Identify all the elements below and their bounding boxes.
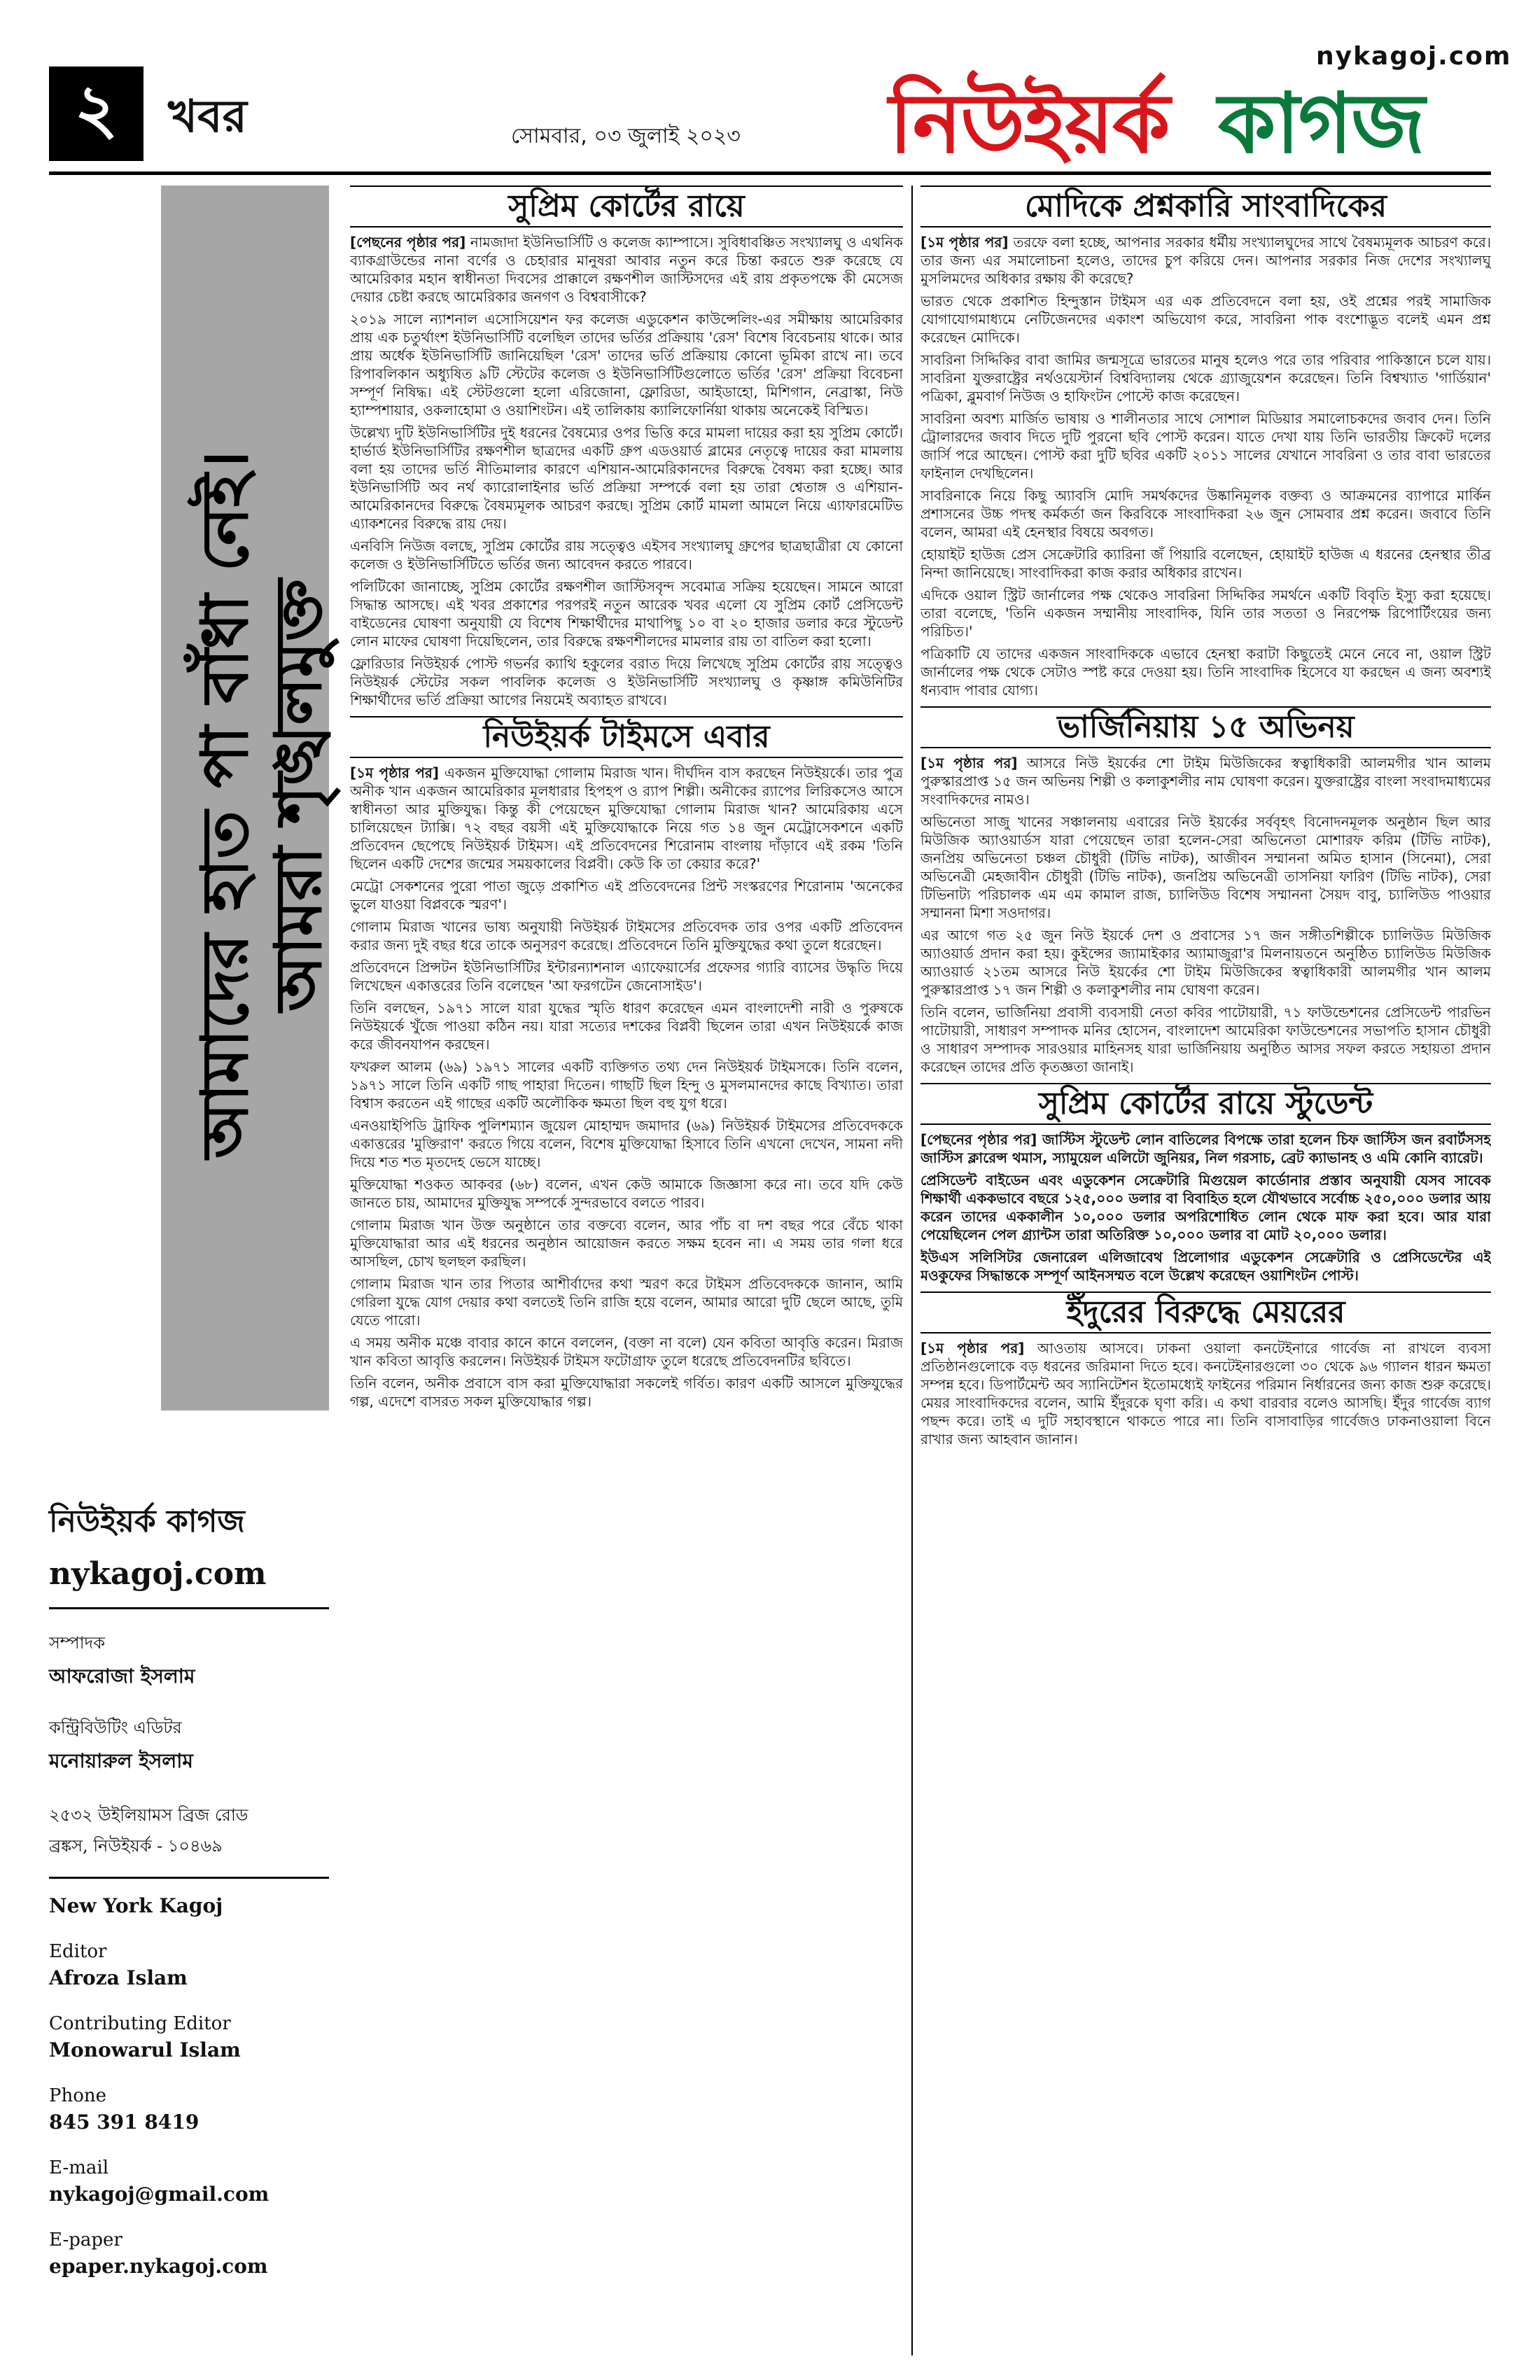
article-5-p1: জাস্টিস স্টুডেন্ট লোন বাতিলের বিপক্ষে তারা হলেন চিফ জাস্টিস জন রবার্টসসহ জাস্টিস ক্লারেন্স থমাস, স্যামুয়েল এলিটো জুনিয়র, নিল গরসাচ, ব্রেট ক্যাভানহ ও এমি কোনি ব্যারেট। xyxy=(920,1131,1491,1166)
article-3-p7: এদিকে ওয়াল স্ট্রিট জার্নালের পক্ষ থেকেও সাবরিনা সিদ্দিকির সমর্থনে একটি বিবৃতি ইস্যু করা হয়েছে। তারা বলেছে, 'তিনি একজন সম্মানীয় সাংবাদিক, যিনি তার সততা ও নিরপেক্ষ রিপোর্টিংয়ের জন্য পরিচিত।' xyxy=(920,587,1491,640)
header-rule xyxy=(49,172,1491,175)
article-1-p4: এনবিসি নিউজ বলছে, সুপ্রিম কোর্টের রায় সত্ত্বেও এইসব সংখ্যালঘু গ্রুপের ছাত্রছাত্রীরা যে কোনো কলেজ ও ইউনিভার্সিটিতে ভর্তির জন্য আবেদন করতে পারবে। xyxy=(350,538,903,573)
imprint-divider xyxy=(49,1607,329,1609)
article-1-p6: ফ্লোরিডার নিউইয়র্ক পোস্ট গভর্নর ক্যাথি হকুলের বরাত দিয়ে লিখেছে সুপ্রিম কোর্টের রায় সত্ত্বেও নিউইয়র্ক স্টেটের সকল পাবলিক কলেজ ও ইউনিভার্সিটি সংখ্যালঘু ও কৃষ্ণাঙ্গ কমিউনিটির শিক্ষার্থীদের ভর্তি প্রক্রিয়া আগের নিয়মেই অব্যাহত রাখবে। xyxy=(350,655,903,708)
article-2-lead: [১ম পৃষ্ঠার পর] xyxy=(350,764,439,781)
article-2-p8: মুক্তিযোদ্ধা শওকত আকবর (৬৮) বলেন, এখন কেউ আমাকে জিজ্ঞাসা করে না। তবে যদি কেউ জানতে চায়, আমাদের মুক্তিযুদ্ধ সম্পর্কে সুন্দরভাবে বলতে পারব। xyxy=(350,1176,903,1211)
epaper-label: E-paper xyxy=(49,2230,122,2250)
article-5-lead: [পেছনের পৃষ্ঠার পর] xyxy=(920,1131,1037,1148)
email-label: E-mail xyxy=(49,2157,109,2178)
article-3-title: মোদিকে প্রশ্নকারি সাংবাদিকের xyxy=(1024,188,1387,224)
contrib-editor-label: কন্ট্রিবিউটিং এডিটর xyxy=(49,1718,182,1737)
article-4-p3: এর আগে গত ২৫ জুন নিউ ইয়র্কে দেশ ও প্রবাসের ১৭ জন সঙ্গীতশিল্পীকে চ্যালিউড মিউজিক অ্যাওয়ার্ড প্রদান করা হয়। কুইন্সের জ্যামাইকার অ্যামাজুরা'র মিলনায়তনে অনুষ্ঠিত চ্যালিউড মিউজিক অ্যাওয়ার্ড ২১তম আসরে নিউ ইয়র্কের শো টাইম মিউজিকের স্বত্বাধিকারী আলমগীর খান আলম পুরুস্কারপ্রাপ্ত ১৭ জন শিল্পী ও কলাকুশলীর নাম ঘোষণা করেন। xyxy=(920,927,1491,998)
en-editor-label: Editor xyxy=(49,1941,107,1962)
article-3-p4: সাবরিনা অবশ্য মার্জিত ভাষায় ও শালীনতার সাথে সোশাল মিডিয়ার সমালোচকদের জবাব দেন। তিনি ট্রোলারদের জবাব দিতে দুটি পুরনো ছবি পোস্ট করেন। যাতে দেখা যায় তিনি ভারতীয় ক্রিকেট দলের জার্সি পরে আছেন। পোস্ট করা দুটি ছবির একটি ২০১১ সালের যেখানে সাবরিনা ও তার বাবা ভারতের ফাইনাল দেখছিলেন। xyxy=(920,410,1491,482)
article-6-lead: [১ম পৃষ্ঠার পর] xyxy=(920,1340,1025,1357)
article-2-p9: গোলাম মিরাজ খান উক্ত অনুষ্ঠানে তার বক্তব্যে বলেন, আর পাঁচ বা দশ বছর পরে বেঁচে থাকা মুক্তিযোদ্ধারা আর এই ধরনের অনুষ্ঠান আয়োজন করতে সক্ষম হবেন না। এ সময় তার গলা ধরে আসছিল, চোখ ছলছল করছিল। xyxy=(350,1217,903,1270)
article-1-lead: [পেছনের পৃষ্ঠার পর] xyxy=(350,234,466,251)
article-3-p1: তরফে বলা হচ্ছে, আপনার সরকার ধর্মীয় সংখ্যালঘুদের সাথে বৈষম্যমূলক আচরণ করে। তার জন্য এর সমালোচনা হলেও, তাদের চুপ করিয়ে দেন। আপনার সরকার নিজ দেশের সংখ্যালঘু মুসলিমদের অধিকার রক্ষায় কী করেছে? xyxy=(920,234,1491,287)
article-2-p11: এ সময় অনীক মঞ্চে বাবার কানে কানে বললেন, (বক্তা না বলে) যেন কবিতা আবৃত্তি করেন। মিরাজ খান কবিতা আবৃত্তি করলেন। নিউইয়র্ক টাইমস ফটোগ্রাফ তুলে ধরেছে প্রতিবেদনটির ছবিতে। xyxy=(350,1334,903,1369)
article-1-body xyxy=(350,233,903,709)
article-4-p4: তিনি বলেন, ভার্জিনিয়া প্রবাসী ব্যবসায়ী নেতা কবির পাটোয়ারী, ৭১ ফাউন্ডেশনের প্রেসিডেন্ট পারভিন পাটোয়ারী, সাধারণ সম্পাদক মনির হোসেন, বাংলাদেশ আমেরিকা ফাউন্ডেশনের সভাপতি হাসান চৌধুরী ও সাধারণ সম্পাদক সারওয়ার মাহিনসহ যারা ভার্জিনিয়ায় অনুষ্ঠিত আসর সফল করতে সহায়তা প্রদান করেছেন তাদের প্রতি কৃতজ্ঞতা জানাই। xyxy=(920,1004,1491,1075)
article-3-p3: সাবরিনা সিদ্দিকির বাবা জামির জন্মসূত্রে ভারতের মানুষ হলেও পরে তার পরিবার পাকিস্তানে চলে যায়। সাবরিনা যুক্তরাষ্ট্রের নর্থওয়েস্টার্ন বিশ্ববিদ্যালয় থেকে গ্র্যাজুয়েশন করেছেন। তিনি বিশ্বখ্যাত 'গার্ডিয়ান' পত্রিকা, ব্লুমবার্গ নিউজ ও হাফিংটন পোস্টে কাজ করেছেন। xyxy=(920,351,1491,405)
address-line1: ২৫৩২ উইলিয়ামস ব্রিজ রোড xyxy=(49,1805,248,1825)
masthead-website[interactable]: nykagoj.com xyxy=(1316,42,1512,71)
article-rule xyxy=(920,226,1491,227)
en-contrib-name: Monowarul Islam xyxy=(49,2038,241,2062)
article-2-p4: প্রতিবেদনে প্রিন্সটন ইউনিভার্সিটির ইন্টারন্যাশনাল এ্যাফেয়ার্সের প্রফেসর গ্যারি ব্যাসের উদ্ধৃতি দিয়ে লিখেছেন একাত্তরের তিনি বলেছেন 'আ ফরগটেন জেনোসাইড'। xyxy=(350,959,903,994)
masthead-logo-part1: নিউইয়র্ক xyxy=(889,75,1169,172)
article-2-p12: তিনি বলেন, অনীক প্রবাসে বাস করা মুক্তিযোদ্ধারা সকলেই গর্বিত। কারণ একটি আসলে মুক্তিযুদ্ধের গল্প, এদেশে বাসরত সকল মুক্তিযোদ্ধার গল্প। xyxy=(350,1375,903,1410)
article-5-p3: ইউএস সলিসিটর জেনারেল এলিজাবেথ প্রিলোগার এডুকেশন সেক্রেটারি ও প্রেসিডেন্টের এই মওকুফের সিদ্ধান্তকে সম্পূর্ণ আইনসম্মত বলে উল্লেখ করেছেন ওয়াশিংটন পোস্ট। xyxy=(920,1249,1491,1284)
article-rule xyxy=(920,747,1491,748)
article-1-title: সুপ্রিম কোর্টের রায়ে xyxy=(508,188,745,224)
article-1-p3: উল্লেখ্য দুটি ইউনিভার্সিটির দুই ধরনের বৈষম্যের ওপর ভিত্তি করে মামলা দায়ের করা হয় সুপ্রিম কোর্টে। হার্ভার্ড ইউনিভার্সিটির রক্ষণশীল ছাত্রদের একটি গ্রুপ এডওয়ার্ড ব্লামের নেতৃত্বে দায়ের করা মামলায় বলা হয় তাদের ভর্তি নীতিমালার কারণে এশিয়ান-আমেরিকানদের বিরুদ্ধে বৈষম্য করা হচ্ছে। আর ইউনিভার্সিটি অব নর্থ ক্যারোলাইনার ভর্তি প্রক্রিয়া সম্পর্কে বলা হয় তারা শ্বেতাঙ্গ ও এশিয়ান-আমেরিকানদের বিরুদ্ধে বৈষম্যমূলক আচরণ করছে। সুপ্রিম কোর্ট মামলা আমলে নিয়ে এ্যাফারমেটিভ এ্যাকশনের বিরুদ্ধে রায় দেয়। xyxy=(350,424,903,532)
address-line2: ব্রঙ্কস, নিউইয়র্ক - ১০৪৬৯ xyxy=(49,1836,223,1856)
article-rule xyxy=(920,1124,1491,1125)
editor-label: সম্পাদক xyxy=(49,1633,106,1653)
imprint-paper-name: নিউইয়র্ক কাগজ xyxy=(49,1504,245,1539)
article-2-p10: গোলাম মিরাজ খান তার পিতার আশীর্বাদের কথা স্মরণ করে টাইমস প্রতিবেদককে জানান, আমি গেরিলা যুদ্ধে যোগ দেয়ার কথা বলতেই তিনি রাজি হয়ে বলেন, আমার আরো দুটি ছেলে আছে, তুমি যেতে পারো। xyxy=(350,1275,903,1329)
article-2-p7: এনওয়াইপিডি ট্রাফিক পুলিশম্যান জুয়েল মোহাম্মদ জমাদার (৬৯) নিউইয়র্ক টাইমসের প্রতিবেদককে একাত্তরের 'মুক্তিরাণ' করতে গিয়ে বলেন, বিশেষ মুক্তিযোদ্ধা হিসাবে তিনি এখনো দেখেন, সামনা নদী দিয়ে শত শত মৃতদেহ ভেসে যাচ্ছে। xyxy=(350,1117,903,1170)
dateline: সোমবার, ০৩ জুলাই ২০২৩ xyxy=(511,124,741,148)
article-4-p2: অভিনেতা সাজু খানের সঞ্চালনায় এবারের নিউ ইয়র্কের সর্ববৃহৎ বিনোদনমূলক অনুষ্ঠান ছিল আর মিউজিক অ্যাওয়ার্ডস যারা পেয়েছেন তারা হলেন-সেরা অভিনেতা মোশারফ করিম (টিভি নাটক), জনপ্রিয় অভিনেতা চঞ্চল চৌধুরী (টিভি নাটক), আজীবন সম্মাননা অমিত হাসান (সিনেমা), সেরা অভিনেত্রী মেহজাবীন চৌধুরী (টিভি নাটক), জনপ্রিয় অভিনেত্রী তাসনিয়া ফারিণ (টিভি নাটক), সেরা টিভিনাট্য পরিচালক এম এম কামাল রাজ, চ্যালিউড বিশেষ সম্মাননা সৈয়দ বাবু, চ্যালিউড পাওয়ার সম্মাননা মিশা সওদাগর। xyxy=(920,813,1491,921)
article-2-p5: তিনি বলছেন, ১৯৭১ সালে যারা যুদ্ধের স্মৃতি ধারণ করেছেন এমন বাংলাদেশী নারী ও পুরুষকে নিউইয়র্কে খুঁজে পাওয়া কঠিন নয়। যারা সত্যের দশকের বিপ্লবী ছিলেন তারা এখন নিউইয়র্কে কাজ করে জীবনযাপন করছেন। xyxy=(350,1000,903,1053)
page-number: ২ xyxy=(49,66,144,161)
center-column xyxy=(350,186,903,2356)
article-rule xyxy=(920,1332,1491,1334)
right-column xyxy=(920,186,1491,2356)
article-1-p1: নামজাদা ইউনিভার্সিটি ও কলেজ ক্যাম্পাসে। সুবিধাবঞ্চিত সংখ্যালঘু ও এথনিক ব্যাকগ্রাউন্ডের নানা বর্ণের ও চেহারার মানুষরা আবার নতুন করে চিন্তা করতে শুরু করেছে যে আমেরিকার মহান স্বাধীনতা দিবসের প্রাক্কালে রক্ষণশীল জাস্টিসদের এই রায় প্রকৃতপক্ষে কী মেসেজ দেয়ার চেষ্টা করছে আমেরিকার জনগণ ও বিশ্ববাসীকে? xyxy=(350,234,903,305)
article-4-lead: [১ম পৃষ্ঠার পর] xyxy=(920,755,1018,771)
article-4-body xyxy=(920,754,1491,1076)
article-2-title: নিউইয়র্ক টাইমসে এবার xyxy=(483,719,770,755)
imprint-url[interactable]: nykagoj.com xyxy=(49,1556,267,1592)
article-1-p5: পলিটিকো জানাচ্ছে, সুপ্রিম কোর্টের রক্ষণশীল জাস্টিসবৃন্দ সবেমাত্র সক্রিয় হয়েছেন। সামনে আরো সিদ্ধান্ত আসছে। এই খবর প্রকাশের পরপরই নতুন আরেক খবর এলো যে সুপ্রিম কোর্ট প্রেসিডেন্ট বাইডেনের ঘোষণা অনুযায়ী যে বিশেষ শিক্ষার্থীদের মাথাপিছু ১০ বা ২০ হাজার ডলার করে স্টুডেন্ট লোন মাফের ঘোষণা দিয়েছিলেন, তার বিরুদ্ধে রক্ষণশীলদের মামলার রায় তা বাতিল করা হলো। xyxy=(350,578,903,650)
article-5-p2: প্রেসিডেন্ট বাইডেন এবং এডুকেশন সেক্রেটারি মিগুয়েল কার্ডোনার প্রস্তাব অনুযায়ী যেসব সাবেক শিক্ষার্থী এককভাবে বছরে ১২৫,০০০ ডলার বা বিবাহিত হলে যৌথভাবে সর্বোচ্চ ২৫০,০০০ ডলার আয় করেন তাদের এককালীন ১০,০০০ ডলার অপরিশোধিত লোন থেকে মাফ করা হবে। আর যারা পেয়েছিলেন পেল গ্র্যান্টস তারা অতিরিক্ত ১০,০০০ ডলার বা মোট ২০,০০০ ডলার। xyxy=(920,1172,1491,1243)
phone-number: 845 391 8419 xyxy=(49,2110,200,2134)
article-3-p8: পত্রিকাটি যে তাদের একজন সাংবাদিককে এভাবে হেনস্থা করাটা কিছুতেই মেনে নেবে না, ওয়াল স্ট্রিট জার্নালের পক্ষ থেকে সেটাও স্পষ্ট করে দেওয়া হয়। তিনি সাংবাদিক হিসেবে যা করছেন এ জন্য অবশ্যই ধন্যবাদ পাবার যোগ্য। xyxy=(920,645,1491,699)
en-paper-name: New York Kagoj xyxy=(49,1894,223,1917)
article-rule xyxy=(350,757,903,758)
article-4-title: ভার্জিনিয়ায় ১৫ অভিনয় xyxy=(1057,709,1354,745)
imprint-divider-2 xyxy=(49,1877,329,1879)
article-5-body xyxy=(920,1130,1491,1284)
article-2-p2: মেট্রো সেকশনের পুরো পাতা জুড়ে প্রকাশিত এই প্রতিবেদনের প্রিন্ট সংস্করণের শিরোনাম 'অনেকের ভুলে যাওয়া বিপ্লবকে স্মরণ'। xyxy=(350,878,903,913)
article-6-body xyxy=(920,1339,1491,1448)
contrib-editor-name: মনোয়ারুল ইসলাম xyxy=(49,1749,193,1772)
masthead-logo-part2: কাগজ xyxy=(1218,75,1424,172)
article-3-p6: হোয়াইট হাউজ প্রেস সেক্রেটারি ক্যারিনা জঁ পিয়ারি বলেছেন, হোয়াইট হাউজ এ ধরনের হেনস্থার তীব্র নিন্দা জানিয়েছে। সাংবাদিকরা কাজ করার অধিকার রাখেন। xyxy=(920,546,1491,581)
article-3-lead: [১ম পৃষ্ঠার পর] xyxy=(920,234,1009,251)
article-3-p2: ভারত থেকে প্রকাশিত হিন্দুস্তান টাইমস এর এক প্রতিবেদনে বলা হয়, ওই প্রশ্নের পরই সামাজিক যোগাযোগমাধ্যমে নেটিজেনদের একাংশ অভিযোগ করে, সাবরিনা পাক বংশোদ্ভূত বলেই এমন প্রশ্ন করেছেন মোদিকে। xyxy=(920,293,1491,346)
article-2-p1: একজন মুক্তিযোদ্ধা গোলাম মিরাজ খান। দীর্ঘদিন বাস করছেন নিউইয়র্কে। তার পুত্র অনীক খান একজন আমেরিকার মূলধারার হিপহপ ও র‌্যাপ শিল্পী। অনীকের র‌্যাপের লিরিকসেও আসে স্বাধীনতা আর মুক্তিযুদ্ধ। কিন্তু কী পেয়েছেন মুক্তিযোদ্ধা গোলাম মিরাজ খান? আমেরিকায় এসে চালিয়েছেন ট্যাক্সি। ৭২ বছর বয়সী এই মুক্তিযোদ্ধাকে নিয়ে গত ১৪ জুন মেট্রোসেকশনে একটি প্রতিবেদন ছেপেছে নিউইয়র্ক টাইমস। এই প্রতিবেদনের শিরোনাম বাংলায় দাঁড়াবে এই রকম 'তিনি ছিলেন একটি দেশের জন্মের সময়কালের বিপ্লবী। কেউ কি তা কেয়ার করে?' xyxy=(350,764,903,872)
slogan-panel xyxy=(161,186,336,1410)
slogan-line2: আমরা শৃঙ্খলমুক্ত xyxy=(261,579,336,1011)
article-rule xyxy=(350,226,903,227)
article-2-body xyxy=(350,764,903,1410)
article-4-p1: আসরে নিউ ইয়র্কের শো টাইম মিউজিকের স্বত্বাধিকারী আলমগীর খান আলম পুরুস্কারপ্রাপ্ত ১৫ জন অভিনয় শিল্পী ও কলাকুশলীর নাম ঘোষণা করেন। যুক্তরাষ্ট্রের বাংলা সংবাদমাধ্যমের সংবাদিকদের নামও। xyxy=(920,755,1491,808)
editor-name: আফরোজা ইসলাম xyxy=(49,1665,195,1688)
article-2-p6: ফখরুল আলম (৬৯) ১৯৭১ সালের একটি ব্যক্তিগত তথ্য দেন নিউইয়র্ক টাইমসকে। তিনি বলেন, ১৯৭১ সালে তিনি একটি গাছ পাহারা দিতেন। গাছটি ছিল হিন্দু ও মুসলমানদের কাছে বিখ্যাত। তারা বিশ্বাস করতেন এই গাছের একটি অলৌকিক ক্ষমতা ছিল বহু যুগ ধরে। xyxy=(350,1058,903,1112)
article-1-p2: ২০১৯ সালে ন্যাশনাল এসোসিয়েশন ফর কলেজ এডুকেশন কাউন্সেলিং-এর সমীক্ষায় আমেরিকার প্রায় এক চতুর্থাংশ ইউনিভার্সিটি বলেছিল তাদের ভর্তির প্রক্রিয়ায় 'রেস' বিশেষ বিবেচনায় থাকে। আর প্রায় অর্ধেক ইউনিভার্সিটি জানিয়েছিল 'রেস' তাদের ভর্তি প্রক্রিয়ায় কোনো ভূমিকা রাখে না। তবে রিপাবলিকান অধ্যুষিত ৯টি স্টেটের কলেজ ও ইউনিভার্সিটিগুলোতে ভর্তির 'রেস' প্রক্রিয়া বিবেচনা সম্পূর্ণ নিষিদ্ধ। এই স্টেটগুলো হলো এরিজোনা, ফ্লোরিডা, আইডাহো, মিশিগান, নেব্রাস্কা, নিউ হ্যাম্পশায়ার, ওকলাহোমা ও ওয়াশিংটন। এই তালিকায় ক্যালিফোর্নিয়া থাকায় অনেকেই বিস্মিত। xyxy=(350,311,903,419)
article-2-p3: গোলাম মিরাজ খানের ভাষ্য অনুযায়ী নিউইয়র্ক টাইমসের প্রতিবেদক তার ওপর একটি প্রতিবেদন করার জন্য দুই বছর ধরে তাকে অনুসরণ করেছে। প্রতিবেদনে তিনি মুক্তিযুদ্ধের কথা তুলে ধরেছেন। xyxy=(350,918,903,953)
column-divider xyxy=(911,186,913,2356)
email-address[interactable]: nykagoj@gmail.com xyxy=(49,2183,270,2206)
section-title: খবর xyxy=(168,91,247,143)
article-6-title: ইঁদুরের বিরুদ্ধে মেয়রের xyxy=(1066,1294,1345,1330)
en-contrib-label: Contributing Editor xyxy=(49,2013,231,2034)
article-3-body xyxy=(920,233,1491,699)
phone-label: Phone xyxy=(49,2085,107,2106)
en-editor-name: Afroza Islam xyxy=(49,1966,188,1989)
article-3-p5: সাবরিনাকে নিয়ে কিছু অ্যাবসি মোদি সমর্থকদের উষ্কানিমূলক বক্তব্য ও আক্রমনের ব্যাপারে মার্কিন প্রশাসনের উচ্চ পদস্থ কর্মকর্তা জন কিরবিকে সাংবাদিকরা ২৬ জুন সোমবার প্রশ্ন করেন। জবাবে তিনি বলেন, আমরা এই হেনস্থার বিষয়ে অবগত। xyxy=(920,487,1491,540)
article-6-p1: আওতায় আসবে। ঢাকনা ওয়ালা কনটেইনারে গার্বেজ না রাখলে ব্যবসা প্রতিষ্ঠানগুলোকে বড় ধরনের জরিমানা দিতে হবে। কনটেইনারগুলো ৩০ থেকে ৯৬ গ্যালন ধারন ক্ষমতা সম্পন্ন হবে। ডিপার্টমেন্ট অব স্যানিটেশন ইতোমধ্যেই ফাইনের পরিমান নির্ধারনের জন্য কাজ শুরু করেছে। মেয়র সাংবাদিকদের বলেন, আমি ইঁদুরকে ঘৃণা করি। এ কথা বারবার বলেও আসছি। ইঁদুর গার্বেজ ব্যাগ পছন্দ করে। তাই এ দুটি সহাবস্থানে থাকতে পারে না। তিনি বাসাবাড়ির গার্বেজও ঢাকনাওয়ালা বিনে রাখার জন্য আহবান জানান। xyxy=(920,1340,1491,1448)
article-5-title: সুপ্রিম কোর্টের রায়ে স্টুডেন্ট xyxy=(1038,1086,1373,1121)
slogan-line1: আমাদের হাত পা বাঁধা নেই। xyxy=(188,450,262,1158)
imprint-box xyxy=(49,1498,329,2278)
epaper-url[interactable]: epaper.nykagoj.com xyxy=(49,2255,268,2278)
